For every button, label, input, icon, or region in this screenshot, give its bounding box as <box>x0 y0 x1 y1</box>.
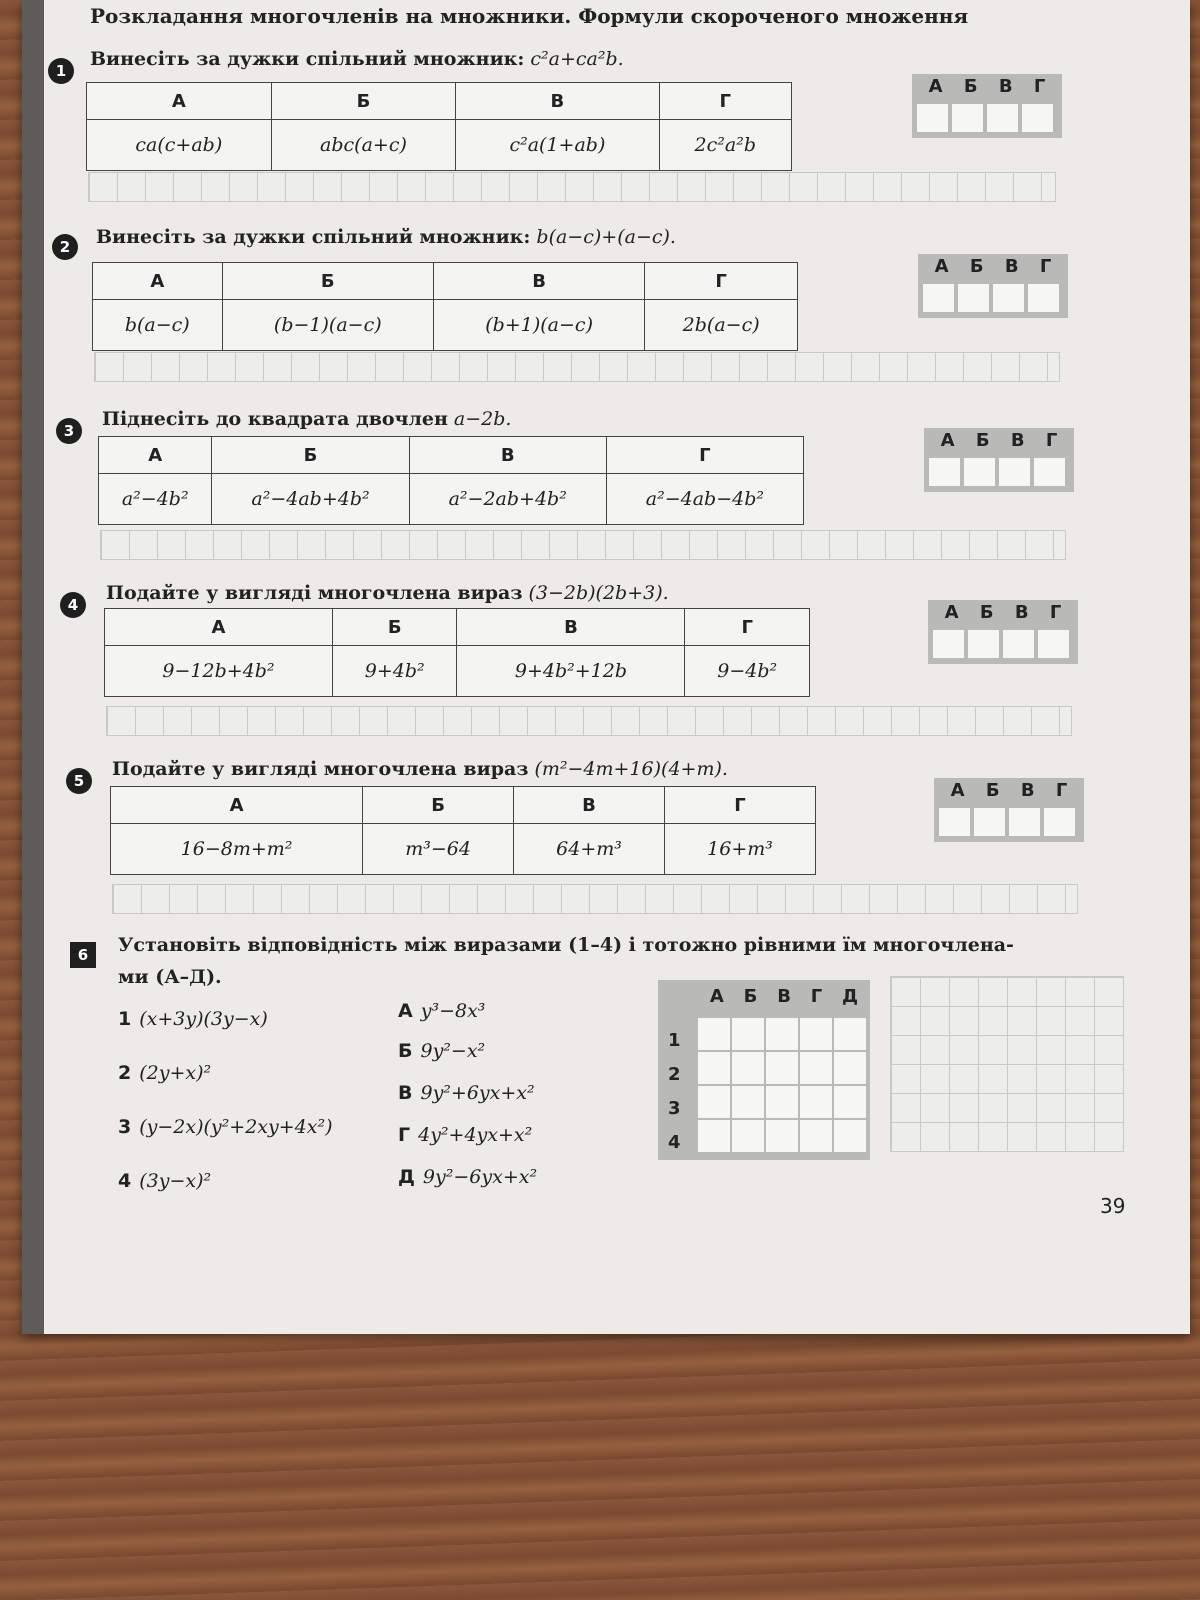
matrix-cell[interactable] <box>766 1086 798 1118</box>
option-header-a: А <box>99 437 212 474</box>
matrix-cell[interactable] <box>834 1120 866 1152</box>
matrix-cell[interactable] <box>698 1052 730 1084</box>
answer-label-g: Г <box>1039 256 1052 277</box>
question-4-options-table <box>104 608 810 697</box>
match-left-2-number: 2 <box>118 1062 132 1084</box>
question-6-answer-matrix <box>658 980 870 1160</box>
question-4-work-strip[interactable] <box>106 706 1072 736</box>
matrix-col-v: В <box>777 986 791 1007</box>
match-right-g <box>398 1124 532 1146</box>
match-left-4 <box>118 1170 211 1192</box>
question-number-3: 3 <box>56 418 82 444</box>
answer-cell-v[interactable] <box>999 458 1030 486</box>
answer-cell-g[interactable] <box>1044 808 1075 836</box>
question-number-2: 2 <box>52 234 78 260</box>
question-3-options-table <box>98 436 804 525</box>
question-4-answer-box <box>928 600 1078 664</box>
answer-cell-g[interactable] <box>1038 630 1069 658</box>
match-right-a-expression: y³−8x³ <box>420 1000 486 1022</box>
option-header-g: Г <box>606 437 803 474</box>
matrix-cell[interactable] <box>800 1120 832 1152</box>
answer-cell-g[interactable] <box>1022 104 1053 132</box>
workbook-page <box>22 0 1190 1334</box>
question-number-4: 4 <box>60 592 86 618</box>
match-right-d <box>398 1166 537 1188</box>
question-1-answer-box <box>912 74 1062 138</box>
question-2-text <box>96 226 676 248</box>
match-right-a-letter: А <box>398 1000 413 1022</box>
answer-label-b: Б <box>969 256 984 277</box>
question-1-prompt: Винесіть за дужки спільний множник: <box>90 48 525 70</box>
option-header-b: Б <box>332 609 457 646</box>
match-left-2 <box>118 1062 211 1084</box>
question-2-expression: b(a−c)+(a−c). <box>536 226 676 248</box>
answer-label-b: Б <box>979 602 994 623</box>
match-left-3 <box>118 1116 333 1138</box>
option-header-a: А <box>93 263 223 300</box>
match-right-v-expression: 9y²+6yx+x² <box>420 1082 535 1104</box>
question-2-work-strip[interactable] <box>94 352 1060 382</box>
matrix-cell[interactable] <box>766 1120 798 1152</box>
option-v-value: c²a(1+ab) <box>456 120 659 171</box>
option-g-value: a²−4ab−4b² <box>606 474 803 525</box>
option-header-v: В <box>456 83 659 120</box>
question-2-answer-box <box>918 254 1068 318</box>
question-4-prompt: Подайте у вигляді многочлена вираз <box>106 582 523 604</box>
question-number-5: 5 <box>66 768 92 794</box>
option-b-value: a²−4ab+4b² <box>212 474 409 525</box>
option-header-g: Г <box>685 609 810 646</box>
matrix-col-b: Б <box>743 986 758 1007</box>
matrix-cell[interactable] <box>834 1018 866 1050</box>
option-header-g: Г <box>659 83 791 120</box>
option-header-g: Г <box>665 787 816 824</box>
question-4-expression: (3−2b)(2b+3). <box>528 582 669 604</box>
match-left-4-number: 4 <box>118 1170 132 1192</box>
answer-label-a: А <box>934 256 949 277</box>
matrix-cell[interactable] <box>732 1052 764 1084</box>
answer-label-b: Б <box>963 76 978 97</box>
page-spine <box>22 0 44 1334</box>
option-v-value: 9+4b²+12b <box>457 646 685 697</box>
answer-cell-v[interactable] <box>1003 630 1034 658</box>
matrix-cell[interactable] <box>766 1052 798 1084</box>
answer-label-v: В <box>998 76 1013 97</box>
matrix-cell[interactable] <box>698 1086 730 1118</box>
question-1-expression: c²a+ca²b. <box>530 48 624 70</box>
answer-cell-b[interactable] <box>968 630 999 658</box>
answer-label-g: Г <box>1055 780 1068 801</box>
answer-cell-b[interactable] <box>952 104 983 132</box>
match-left-4-expression: (3y−x)² <box>139 1170 212 1192</box>
match-right-g-letter: Г <box>398 1124 411 1146</box>
option-b-value: 9+4b² <box>332 646 457 697</box>
option-g-value: 16+m³ <box>665 824 816 875</box>
answer-cell-a[interactable] <box>929 458 960 486</box>
match-left-1 <box>118 1008 268 1030</box>
matrix-cell[interactable] <box>800 1052 832 1084</box>
option-b-value: m³−64 <box>363 824 514 875</box>
matrix-col-d: Д <box>842 986 859 1007</box>
match-right-b-expression: 9y²−x² <box>420 1040 486 1062</box>
question-6-line-2: ми (А–Д). <box>118 966 222 988</box>
option-g-value: 2b(a−c) <box>645 300 798 351</box>
answer-label-g: Г <box>1033 76 1046 97</box>
match-left-2-expression: (2y+x)² <box>139 1062 212 1084</box>
option-header-a: А <box>87 83 272 120</box>
matrix-cell[interactable] <box>800 1018 832 1050</box>
question-2-options-table <box>92 262 798 351</box>
matrix-col-a: А <box>709 986 724 1007</box>
answer-label-b: Б <box>985 780 1000 801</box>
match-left-3-expression: (y−2x)(y²+2xy+4x²) <box>139 1116 333 1138</box>
match-left-1-expression: (x+3y)(3y−x) <box>139 1008 268 1030</box>
question-4-text <box>106 582 669 604</box>
answer-cell-b[interactable] <box>974 808 1005 836</box>
answer-label-a: А <box>940 430 955 451</box>
answer-label-a: А <box>928 76 943 97</box>
answer-cell-a[interactable] <box>939 808 970 836</box>
option-b-value: abc(a+c) <box>271 120 456 171</box>
option-a-value: 16−8m+m² <box>111 824 363 875</box>
option-header-b: Б <box>212 437 409 474</box>
option-a-value: 9−12b+4b² <box>105 646 333 697</box>
option-header-v: В <box>433 263 644 300</box>
option-header-g: Г <box>645 263 798 300</box>
answer-label-v: В <box>1020 780 1035 801</box>
matrix-cells <box>698 1018 866 1152</box>
option-a-value: b(a−c) <box>93 300 223 351</box>
matrix-cell[interactable] <box>698 1018 730 1050</box>
answer-cell-a[interactable] <box>917 104 948 132</box>
question-5-text <box>112 758 728 780</box>
option-g-value: 9−4b² <box>685 646 810 697</box>
option-header-b: Б <box>363 787 514 824</box>
answer-cell-b[interactable] <box>964 458 995 486</box>
question-3-text <box>102 408 511 430</box>
matrix-row-1: 1 <box>668 1030 681 1051</box>
matrix-row-3: 3 <box>668 1098 681 1119</box>
answer-label-b: Б <box>975 430 990 451</box>
option-header-b: Б <box>222 263 433 300</box>
answer-label-v: В <box>1014 602 1029 623</box>
option-header-a: А <box>111 787 363 824</box>
matrix-cell[interactable] <box>732 1120 764 1152</box>
matrix-cell[interactable] <box>732 1018 764 1050</box>
answer-label-g: Г <box>1049 602 1062 623</box>
page-title: Розкладання многочленів на множники. Формули скороченого множення <box>90 4 969 28</box>
question-3-expression: a−2b. <box>453 408 512 430</box>
option-g-value: 2c²a²b <box>659 120 791 171</box>
answer-cell-a[interactable] <box>923 284 954 312</box>
option-v-value: a²−2ab+4b² <box>409 474 606 525</box>
match-right-a <box>398 1000 485 1022</box>
question-number-6: 6 <box>70 942 96 968</box>
matrix-cell[interactable] <box>766 1018 798 1050</box>
option-header-b: Б <box>271 83 456 120</box>
question-6-work-grid[interactable] <box>890 976 1124 1152</box>
question-5-expression: (m²−4m+16)(4+m). <box>534 758 728 780</box>
match-right-b-letter: Б <box>398 1040 413 1062</box>
answer-label-a: А <box>950 780 965 801</box>
matrix-cell[interactable] <box>698 1120 730 1152</box>
answer-cell-g[interactable] <box>1034 458 1065 486</box>
option-header-a: А <box>105 609 333 646</box>
question-3-prompt: Піднесіть до квадрата двочлен <box>102 408 448 430</box>
option-v-value: 64+m³ <box>514 824 665 875</box>
match-right-g-expression: 4y²+4yx+x² <box>418 1124 533 1146</box>
match-right-v <box>398 1082 535 1104</box>
option-header-v: В <box>457 609 685 646</box>
question-5-answer-box <box>934 778 1084 842</box>
page-number: 39 <box>1100 1194 1126 1218</box>
option-v-value: (b+1)(a−c) <box>433 300 644 351</box>
match-left-1-number: 1 <box>118 1008 132 1030</box>
question-3-work-strip[interactable] <box>100 530 1066 560</box>
match-left-3-number: 3 <box>118 1116 132 1138</box>
match-right-b <box>398 1040 485 1062</box>
option-header-v: В <box>514 787 665 824</box>
option-header-v: В <box>409 437 606 474</box>
answer-label-a: А <box>944 602 959 623</box>
question-3-answer-box <box>924 428 1074 492</box>
question-1-text <box>90 48 624 70</box>
option-b-value: (b−1)(a−c) <box>222 300 433 351</box>
answer-cell-v[interactable] <box>1009 808 1040 836</box>
option-a-value: ca(c+ab) <box>87 120 272 171</box>
matrix-cell[interactable] <box>834 1086 866 1118</box>
answer-cell-a[interactable] <box>933 630 964 658</box>
question-1-work-strip[interactable] <box>88 172 1056 202</box>
answer-cell-v[interactable] <box>987 104 1018 132</box>
question-5-prompt: Подайте у вигляді многочлена вираз <box>112 758 529 780</box>
question-5-work-strip[interactable] <box>112 884 1078 914</box>
match-right-d-expression: 9y²−6yx+x² <box>422 1166 538 1188</box>
answer-label-v: В <box>1010 430 1025 451</box>
option-a-value: a²−4b² <box>99 474 212 525</box>
matrix-cell[interactable] <box>834 1052 866 1084</box>
question-5-options-table <box>110 786 816 875</box>
question-2-prompt: Винесіть за дужки спільний множник: <box>96 226 531 248</box>
answer-cell-v[interactable] <box>993 284 1024 312</box>
matrix-row-2: 2 <box>668 1064 681 1085</box>
answer-label-g: Г <box>1045 430 1058 451</box>
matrix-col-g: Г <box>810 986 823 1007</box>
matrix-cell[interactable] <box>800 1086 832 1118</box>
matrix-cell[interactable] <box>732 1086 764 1118</box>
question-number-1: 1 <box>48 58 74 84</box>
match-right-d-letter: Д <box>398 1166 415 1188</box>
answer-cell-b[interactable] <box>958 284 989 312</box>
answer-label-v: В <box>1004 256 1019 277</box>
question-1-options-table <box>86 82 792 171</box>
question-6-line-1: Установіть відповідність між виразами (1–4) і тотожно рівними їм многочлена- <box>118 934 1014 956</box>
match-right-v-letter: В <box>398 1082 413 1104</box>
matrix-row-4: 4 <box>668 1132 681 1153</box>
answer-cell-g[interactable] <box>1028 284 1059 312</box>
